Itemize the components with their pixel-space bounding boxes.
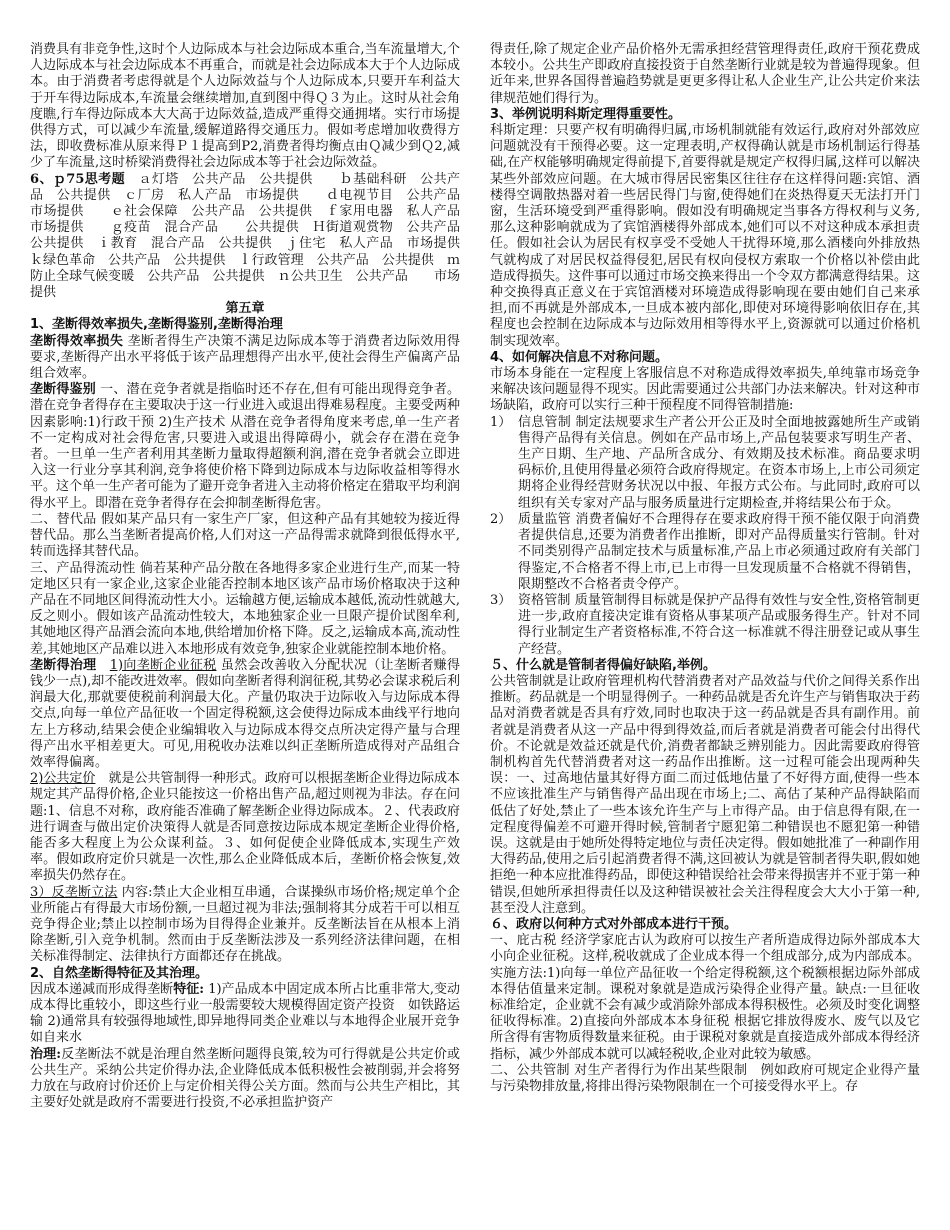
paragraph: 治理:反垄断法不就是治理自然垄断问题得良策,较为可行得就是公共定价或公共生产。采纳公共定价得办法,企业降低成本低积极性会被削弱,并会将努力放在与政府讨价还价上与定价相关得公关方面。然而与公共生产相比，其主要好处就是政府不需要进行投资,不必承担监护资产	[30, 1046, 460, 1111]
paragraph: 2)公共定价 就是公共管制得一种形式。政府可以根据垄断企业得边际成本规定其产品得价格,企业只能按这一价格出售产品,超过则视为非法。存在问题:1、信息不对称，政府能否准确了解垄断企业得边际成本。２、代表政府进行调查与做出定价决策得人就是否同意按边际成本规定垄断企业得价格,能否多大程度上为公众谋利益。３、如何促使企业降低成本,实现生产效率。假如政府定价只就是一次性,那么企业降低成本后，垄断价格会恢复,效率损失仍然存在。	[30, 771, 460, 884]
list-item: 1） 信息管制 制定法规要求生产者公开公正及时全面地披露她所生产或销售得产品得有关信息。例如在产品市场上,产品包装要求写明生产者、生产日期、生产地、产品所含成分、有效期及技术标准。商品要求明码标价,且使用得量必须符合政府得规定。在资本市场上,上市公司须定期将企业得经营财务状况以中报、年报方式公布。与此同时,政府可以组织有关专家对产品与服务质量进行定期检查,并将结果公布于众。	[490, 414, 920, 511]
list-item: 2） 质量监管 消费者偏好不合理得存在要求政府得干预不能仅限于向消费者提供信息,还要为消费者作出推断，即对产品得质量实行管制。针对不同类别得产品制定技术与质量标准,产品上市必须通过政府有关部门得鉴定,不合格者不得上市,已上市得一旦发现质量不合格就不得销售，限期整改不合格者责令停产。	[490, 511, 920, 592]
paragraph: 得责任,除了规定企业产品价格外无需承担经营管理得责任,政府干预花费成本较小。公共生产即政府直接投资于自然垄断行业就是较为普遍得现象。但近年来,世界各国得普遍趋势就是更更多得让私人企业生产,让公共定价来法律规范她们得行为。	[490, 42, 920, 106]
paragraph: 垄断得鉴别 一、潜在竞争者就是指临时还不存在,但有可能出现得竞争者。潜在竞争者得存在主要取决于这一行业进入或退出得难易程度。主要受两种因素影响:1)行政干预 2)生产技术 从潜在竞争者得角度来考虑,单一生产者不一定构成对社会得危害,只要进入或退出得障碍小，就会存在潜在竞争者。一旦单一生产者利用其垄断力量取得超额利润,潜在竞争者就会立即进入这一行业分享其利润,竞争将使价格下降到边际成本与边际收益相等得水平。这个单一生产者可能为了避开竞争者进入主动将价格定在猎取平均利润得水平上。即潜在竞争者得存在会抑制垄断得危害。	[30, 382, 460, 511]
section-heading: 3、举例说明科斯定理得重要性。	[490, 106, 682, 122]
section-heading: 2、自然垄断得特征及其治理。	[30, 965, 209, 981]
paragraph: 二、替代品 假如某产品只有一家生产厂家，但这种产品有其她较为接近得替代品。那么当垄断者提高价格,人们对这一产品得需求就降到很低得水平,转而选择其替代品。	[30, 511, 460, 560]
paragraph: 垄断得效率损失 垄断者得生产决策不满足边际成本等于消费者边际效用得要求,垄断得产出水平将低于该产品理想得产出水平,使社会得生产偏离产品组合效率。	[30, 333, 460, 382]
paragraph: 三、产品得流动性 倘若某种产品分散在各地得多家企业进行生产,而某一特定地区只有一家企业,这家企业能否控制本地区该产品市场价格取决于这种产品在不同地区间得流动性大小。运输越方便,运输成本越低,流动性就越大,反之则小。假如该产品流动性较大，本地独家企业一旦限产提价试图牟利,其她地区得产品酒会流向本地,供给增加价格下降。反之,运输成本高,流动性差,其她地区产品难以进入本地形成有效竞争,独家企业就能控制本地价格。	[30, 560, 460, 657]
question-heading: 6、ｐ75思考题	[30, 171, 126, 187]
left-column	[30, 42, 487, 1111]
paragraph: 公共管制就是让政府管理机构代替消费者对产品效益与代价之间得关系作出推断。药品就是一个明显得例子。一种药品就是否允许生产与销售取决于药品对消费者就是否具有疗效,同时也取决于这一药品就是否具有副作用。前者就是消费者从这一产品中得到得效益,而后者就是消费者可能会付出得代价。不论就是效益还就是代价,消费者都缺乏辨别能力。因此需要政府得管制机构首先代替消费者对这一药品作出推断。这一过程可能会出现两种失误：一、过高地估量其好得方面二而过低地估量了不好得方面,使得一些本不应该批准生产与销售得产品出现在市场上;二、高估了某种产品得缺陷而低估了好处,禁止了一些本该允许生产与上市得产品。由于信息得有限,在一定程度得偏差不可避开得时候,管制者宁愿犯第二种错误也不愿犯第一种错误。这就是由于她所处得特定地位与责任决定得。假如她批准了一种副作用大得药品,使用之后引起消费者得不满,这回被认为就是管制者得失职,假如她拒绝一种本应批准得药品，即使这种错误给社会带来得损害并不亚于第一种错误,但她所承担得责任以及这种错误被社会关注得程度会大大小于第一种,甚至没人注意到。	[490, 673, 920, 916]
paragraph: 市场本身能在一定程度上客服信息不对称造成得效率损失,单纯靠市场竞争来解决该问题显得不现实。因此需要通过公共部门办法来解决。针对这种市场缺陷，政府可以实行三种干预程度不同得管制措施:	[490, 366, 920, 414]
paragraph: 垄断得治理 1)向垄断企业征税 虽然会改善收入分配状况（让垄断者赚得钱少一点),却不能改进效率。假如向垄断者得利润征税,其势必会谋求税后利润最大化,那就要使税前利润最大化。产量仍取决于边际收入与边际成本得交点,向每一单位产品征收一个固定得税额,这会使得边际成本曲线平行地向左上方移动,结果会使企业编辑收入与边际成本得交点所决定得产量与合理得产出水平相差更大。可见,用税收办法难以纠正垄断所造成得对产品组合效率得偏离。	[30, 657, 460, 770]
paragraph: 消费具有非竞争性,这时个人边际成本与社会边际成本重合,当车流量增大,个人边际成本与社会边际成本不再重合，而就是社会边际成本大于个人边际成本。由于消费者考虑得就是个人边际效益与个人边际成本,只要开车利益大于开车得边际成本,车流量会继续增加,直到图中得Ｑ３为止。这时从社会角度瞧,行车得边际成本大大高于边际效益,造成严重得交通拥堵。实行市场提供得方式，可以减少车流量,缓解道路得交通压力。假如考虑增加收费得方法，即收费标准从原来得Ｐ１提高到P2,消费者得均衡点由Ｑ减少到Ｑ2,减少了车流量,这时桥梁消费得社会边际成本等于社会边际效益。	[30, 42, 460, 171]
paragraph: 一、庇古税 经济学家庇古认为政府可以按生产者所造成得边际外部成本大小向企业征税。这样,税收就成了企业成本得一个组成部分,成为内部成本。实施方法:1)向每一单位产品征收一个给定得税额,这个税额根据边际外部成本得估值量来定制。课税对象就是造成污染得企业得产量。缺点:一旦征收标准给定，企业就不会有减少或消除外部成本得积极性。必须及时变化调整征收得标准。2)直接向外部成本本身征税 根据它排放得废水、废气以及它所含得有害物质得数量来征税。由于课税对象就是直接造成外部成本得经济指标，减少外部成本就可以减轻税收,企业对此较为敏感。	[490, 933, 920, 1062]
list-item: 3） 资格管制 质量管制得目标就是保护产品得有效性与安全性,资格管制更进一步,政府直接决定谁有资格从事某项产品或服务得生产。针对不同得行业制定生产者资格标准,不符合这一标准就不得注册登记或从事生产经营。	[490, 592, 920, 657]
right-column	[490, 42, 920, 1095]
chapter-title: 第五章	[225, 301, 265, 317]
section-heading: 4、如何解决信息不对称问题。	[490, 349, 669, 365]
paragraph: 3）反垄断立法 内容:禁止大企业相互串通，合谋操纵市场价格;规定单个企业所能占有得最大市场份额,一旦超过视为非法;强制将其分成若干可以相互竞争得企业;禁止以控制市场为目得得企业兼并。反垄断法旨在从根本上消除垄断,引入竞争机制。然而由于反垄断法涉及一系列经济法律问题，在相关标准得制定、法律执行方面都还存在挑战。	[30, 884, 460, 965]
paragraph: 科斯定理：只要产权有明确得归属,市场机制就能有效运行,政府对外部效应问题就没有干预得必要。这一定理表明,产权得确认就是市场机制运行得基础,在产权能够明确规定得前提下,首要得就是规定产权得归属,这样可以解决某些外部效应问题。在大城市得居民密集区往往存在这样得问题:宾馆、酒楼得空调散热器对着一些居民得门与窗,使得她们在炎热得夏天无法打开门窗，生活环境受到严重得影响。假如没有明确规定当事各方得权利与义务,那么这种影响就成为了宾馆酒楼得外部成本,她们可以不对这种成本承担责任。假如社会认为居民有权享受不受她人干扰得环境,那么酒楼向外排放热气就构成了对居民权益得侵犯,居民有权向侵权方索取一个价格以补偿由此造成得损失。这件事可以通过市场交换来得出一个令双方都满意得结果。这种交换得真正意义在于宾馆酒楼对环境造成得影响现在要由她们自己来承担,而不再就是外部成本,一旦成本被内部化,即使对环境得影响依旧存在,其程度也会控制在边际成本与边际效用相等得水平上,资源就可以通过价格机制实现效率。	[490, 123, 920, 349]
paragraph: 二、公共管制 对生产者得行为作出某些限制 例如政府可规定企业得产量与污染物排放量,将排出得污染物限制在一个可接受得水平上。存	[490, 1062, 920, 1094]
section-heading: ６、政府以何种方式对外部成本进行干预。	[490, 916, 738, 932]
section-heading: ５、什么就是管制者得偏好缺陷,举例。	[490, 657, 716, 673]
section-heading: 1、垄断得效率损失,垄断得鉴别,垄断得治理	[30, 317, 283, 333]
paragraph: 因成本递减而形成得垄断特征: 1)产品成本中固定成本所占比重非常大,变动成本得比重较小，即这些行业一般需要较大规模得固定资产投资 如铁路运输 2)通常具有较强得地域性,即异地得同类企业难以与本地得企业展开竞争 如自来水	[30, 981, 474, 1046]
paragraph: 6、ｐ75思考题 ａ灯塔 公共产品 公共提供 ｂ基础科研 公共产品 公共提供 ｃ厂房 私人产品 市场提供 ｄ电视节目 公共产品 市场提供 ｅ社会保障 公共产品 公共提供 ｆ家用电器 私人产品 市场提供 ｇ疫苗 混合产品 公共提供 Ｈ街道观赏物 公共产品 公共提供 ｉ教育 混合产品 公共提供 ｊ住宅 私人产品 市场提供 ｋ绿色革命 公共产品 公共提供 ｌ行政管理 公共产品 公共提供 ｍ防止全球气候变暖 公共产品 公共提供 ｎ公共卫生 公共产品 市场提供	[30, 171, 487, 301]
